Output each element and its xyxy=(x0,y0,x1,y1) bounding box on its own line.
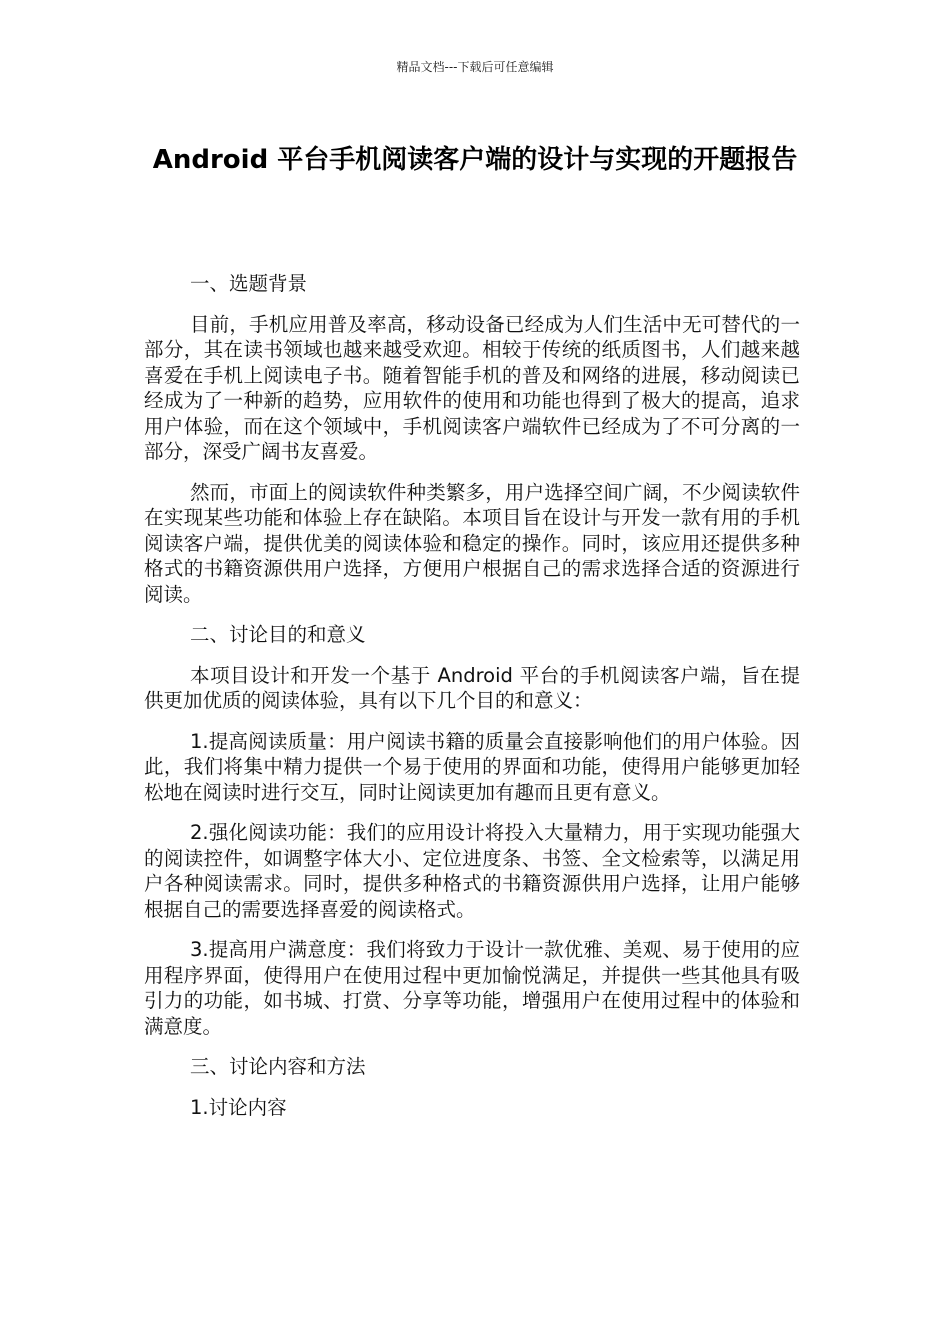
paragraph-background-2: 然而，市面上的阅读软件种类繁多，用户选择空间广阔，不少阅读软件在实现某些功能和体验上存在缺陷。本项目旨在设计与开发一款有用的手机阅读客户端，提供优美的阅读体验和稳定的操作。同时，该应用还提供多种格式的书籍资源供用户选择，方便用户根据自己的需求选择合适的资源进行阅读。 xyxy=(144,480,800,606)
document-body xyxy=(144,271,800,1135)
page-header: 精品文档---下载后可任意编辑 xyxy=(396,60,554,74)
subsection-heading-content: 1.讨论内容 xyxy=(190,1095,287,1119)
section-heading-content-method: 三、讨论内容和方法 xyxy=(190,1055,366,1078)
section-heading-purpose: 二、讨论目的和意义 xyxy=(190,623,366,646)
document-title: Android 平台手机阅读客户端的设计与实现的开题报告 xyxy=(152,145,798,175)
section-heading-background: 一、选题背景 xyxy=(190,272,308,295)
list-item-purpose-1: 1.提高阅读质量：用户阅读书籍的质量会直接影响他们的用户体验。因此，我们将集中精力提供一个易于使用的界面和功能，使得用户能够更加轻松地在阅读时进行交互，同时让阅读更加有趣而且更有意义。 xyxy=(144,729,800,804)
paragraph-background-1: 目前，手机应用普及率高，移动设备已经成为人们生活中无可替代的一部分，其在读书领域也越来越受欢迎。相较于传统的纸质图书，人们越来越喜爱在手机上阅读电子书。随着智能手机的普及和网络的进展，移动阅读已经成为了一种新的趋势，应用软件的使用和功能也得到了极大的提高，追求用户体验，而在这个领域中，手机阅读客户端软件已经成为了不可分离的一部分，深受广阔书友喜爱。 xyxy=(144,312,800,463)
paragraph-purpose-intro: 本项目设计和开发一个基于 Android 平台的手机阅读客户端，旨在提供更加优质的阅读体验，具有以下几个目的和意义： xyxy=(144,663,800,712)
list-item-purpose-3: 3.提高用户满意度：我们将致力于设计一款优雅、美观、易于使用的应用程序界面，使得用户在使用过程中更加愉悦满足，并提供一些其他具有吸引力的功能，如书城、打赏、分享等功能，增强用户在使用过程中的体验和满意度。 xyxy=(144,938,800,1038)
list-item-purpose-2: 2.强化阅读功能：我们的应用设计将投入大量精力，用于实现功能强大的阅读控件，如调整字体大小、定位进度条、书签、全文检索等，以满足用户各种阅读需求。同时，提供多种格式的书籍资源供用户选择，让用户能够根据自己的需要选择喜爱的阅读格式。 xyxy=(144,821,800,921)
